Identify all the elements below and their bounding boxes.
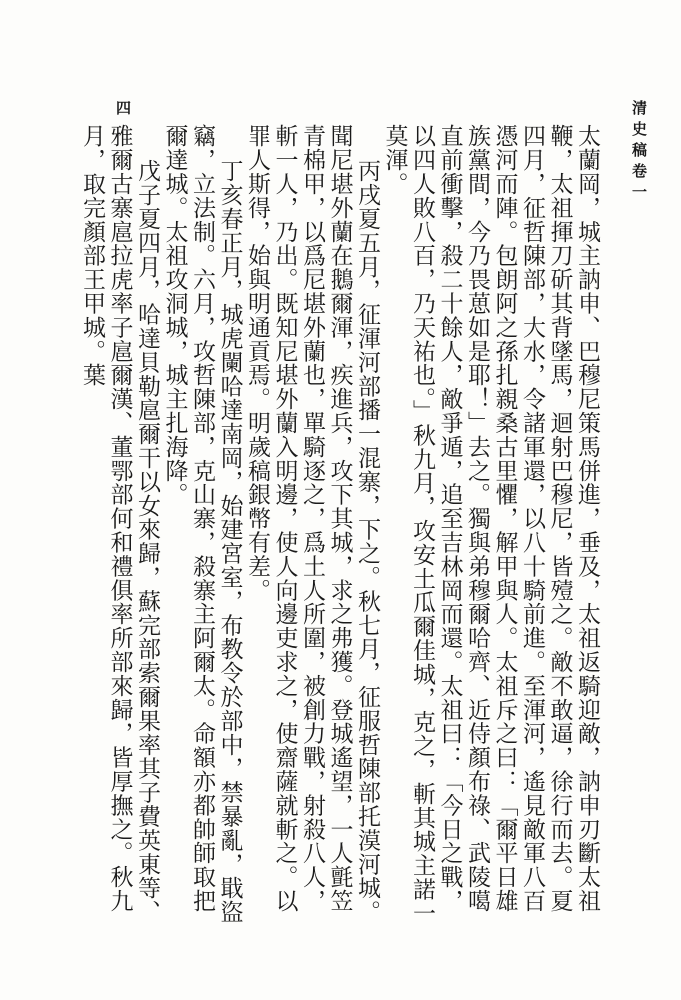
paragraph-2: 丙戌夏五月，征渾河部播一混寨，下之。秋七月，征服哲陳部托漠河城。聞尼堪外蘭在鵝爾渾，疾進兵，攻下其城，求之弗獲。登城遙望，一人氈笠青棉甲，以爲尼堪外蘭也，單騎逐之，爲土人所圍，被創力戰，射殺八人，斬一人，乃出。既知尼堪外蘭入明邊，使人向邊吏求之，使齋薩就斬之。以罪人斯得，始與明通貢焉。明歲稿銀幣有差。 — [244, 124, 380, 924]
paragraph-4: 戊子夏四月，哈達貝勒扈爾干以女來歸，蘇完部索爾果率其子費英東等、雅爾古寨扈拉虎率子扈爾漢、董鄂部何和禮俱率所部來歸，皆厚撫之。秋九月，取完顏部王甲城。葉 — [79, 124, 160, 924]
body-text — [79, 124, 600, 934]
paragraph-3: 丁亥春正月，城虎闌哈達南岡，始建宮室，布教令於部中，禁暴亂，戢盜竊，立法制。六月，攻哲陳部，克山寨，殺寨主阿爾太。命額亦都帥師取把爾達城。太祖攻洞城，城主扎海降。 — [161, 124, 243, 924]
page-number: 四 — [114, 100, 132, 115]
paragraph-1: 太蘭岡，城主訥申、巴穆尼策馬併進，垂及，太祖返騎迎敵，訥申刃斷太祖鞭，太祖揮刀斫其背墜馬，迴射巴穆尼，皆殪之。敵不敢逼，徐行而去。夏四月，征哲陳部，大水，令諸軍還，以八十騎前進。至渾河，遙見敵軍八百憑河而陣。包朗阿之孫扎親桑古里懼，解甲與人。太祖斥之曰：「爾平日雄族黨間，今乃畏葸如是耶！」去之。獨與弟穆爾哈齊、近侍顏布祿、武陵噶直前衝擊，殺二十餘人，敵爭遁，追至吉林岡而還。太祖曰：「今日之戰，以四人敗八百，乃天祐也。」秋九月，攻安土瓜爾佳城，克之，斬其城主諾一莫渾。 — [381, 124, 600, 926]
running-title: 清史稿卷一 — [630, 100, 648, 205]
